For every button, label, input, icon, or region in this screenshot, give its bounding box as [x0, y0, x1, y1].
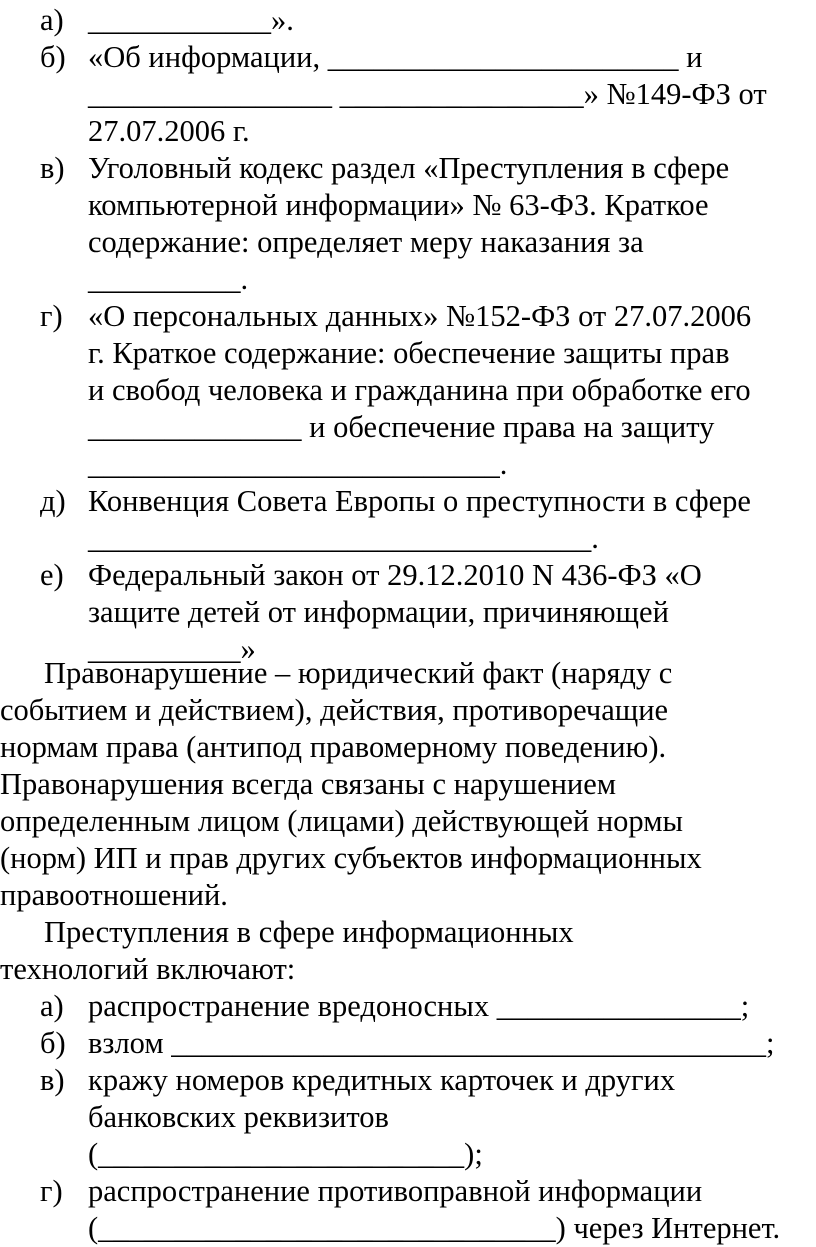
list-marker: в) [40, 151, 65, 185]
list-item [0, 1062, 816, 1173]
list-item [0, 988, 816, 1025]
paragraph-line: определенным лицом (лицами) действующей нормы [0, 804, 684, 838]
list-item-text: распространение противоправной информации [88, 1174, 703, 1208]
paragraph-line: правоотношений. [0, 878, 228, 912]
list-item-text: банковских реквизитов [88, 1100, 389, 1134]
list-item-text: _________________________________. [88, 521, 599, 555]
list-item [0, 1025, 816, 1062]
list-item [0, 483, 816, 557]
crimes-list [0, 988, 816, 1247]
list-item-text: кражу номеров кредитных карточек и других [88, 1063, 676, 1097]
list-item [0, 557, 816, 668]
offense-paragraph [0, 655, 816, 914]
list-item-text: «О персональных данных» №152-ФЗ от 27.07.2006 [88, 299, 752, 333]
list-item-text: ___________________________. [88, 447, 508, 481]
list-item [0, 298, 816, 483]
list-marker: д) [40, 484, 66, 518]
list-item-text: 27.07.2006 г. [88, 114, 250, 148]
list-item-text: __________. [88, 262, 249, 296]
list-marker: а) [40, 3, 64, 37]
list-item [0, 1173, 816, 1247]
paragraph-line: Правонарушение – юридический факт (наряду с [44, 656, 673, 690]
list-item-text: распространение вредоносных ________________; [88, 989, 750, 1023]
list-item [0, 39, 816, 150]
paragraph-line: технологий включают: [0, 952, 296, 986]
paragraph-line: Преступления в сфере информационных [44, 915, 574, 949]
list-item-text: «Об информации, _______________________ и [88, 40, 703, 74]
crimes-intro-paragraph [0, 914, 816, 988]
list-item-text: ________________ ________________» №149-ФЗ от [88, 77, 767, 111]
list-item-text: и свобод человека и гражданина при обработке его [88, 373, 751, 407]
list-item-text: (________________________); [88, 1137, 483, 1171]
paragraph-line: событием и действием), действия, противоречащие [0, 693, 669, 727]
paragraph-line: Правонарушения всегда связаны с нарушением [0, 767, 617, 801]
list-item-text: защите детей от информации, причиняющей [88, 595, 669, 629]
list-marker: е) [40, 558, 64, 592]
paragraph-line: нормам права (антипод правомерному поведению). [0, 730, 667, 764]
list-item-text: Конвенция Совета Европы о преступности в сфере [88, 484, 751, 518]
list-item-text: взлом _______________________________________; [88, 1026, 775, 1060]
laws-list [0, 2, 816, 668]
list-item-text: (______________________________) через Интернет. [88, 1211, 781, 1245]
list-item-text: __________» [88, 632, 256, 666]
list-marker: б) [40, 40, 66, 74]
list-marker: а) [40, 989, 64, 1023]
list-marker: г) [40, 1174, 63, 1208]
list-item-text: г. Краткое содержание: обеспечение защиты прав [88, 336, 730, 370]
list-item-text: Уголовный кодекс раздел «Преступления в сфере [88, 151, 730, 185]
list-item [0, 2, 816, 39]
list-marker: в) [40, 1063, 65, 1097]
list-marker: г) [40, 299, 63, 333]
list-item-text: содержание: определяет меру наказания за [88, 225, 644, 259]
list-marker: б) [40, 1026, 66, 1060]
list-item-text: ____________». [88, 3, 294, 37]
list-item [0, 150, 816, 298]
list-item-text: ______________ и обеспечение права на защиту [88, 410, 715, 444]
paragraph-line: (норм) ИП и прав других субъектов информационных [0, 841, 702, 875]
list-item-text: компьютерной информации» № 63-ФЗ. Краткое [88, 188, 709, 222]
list-item-text: Федеральный закон от 29.12.2010 N 436-ФЗ «О [88, 558, 702, 592]
